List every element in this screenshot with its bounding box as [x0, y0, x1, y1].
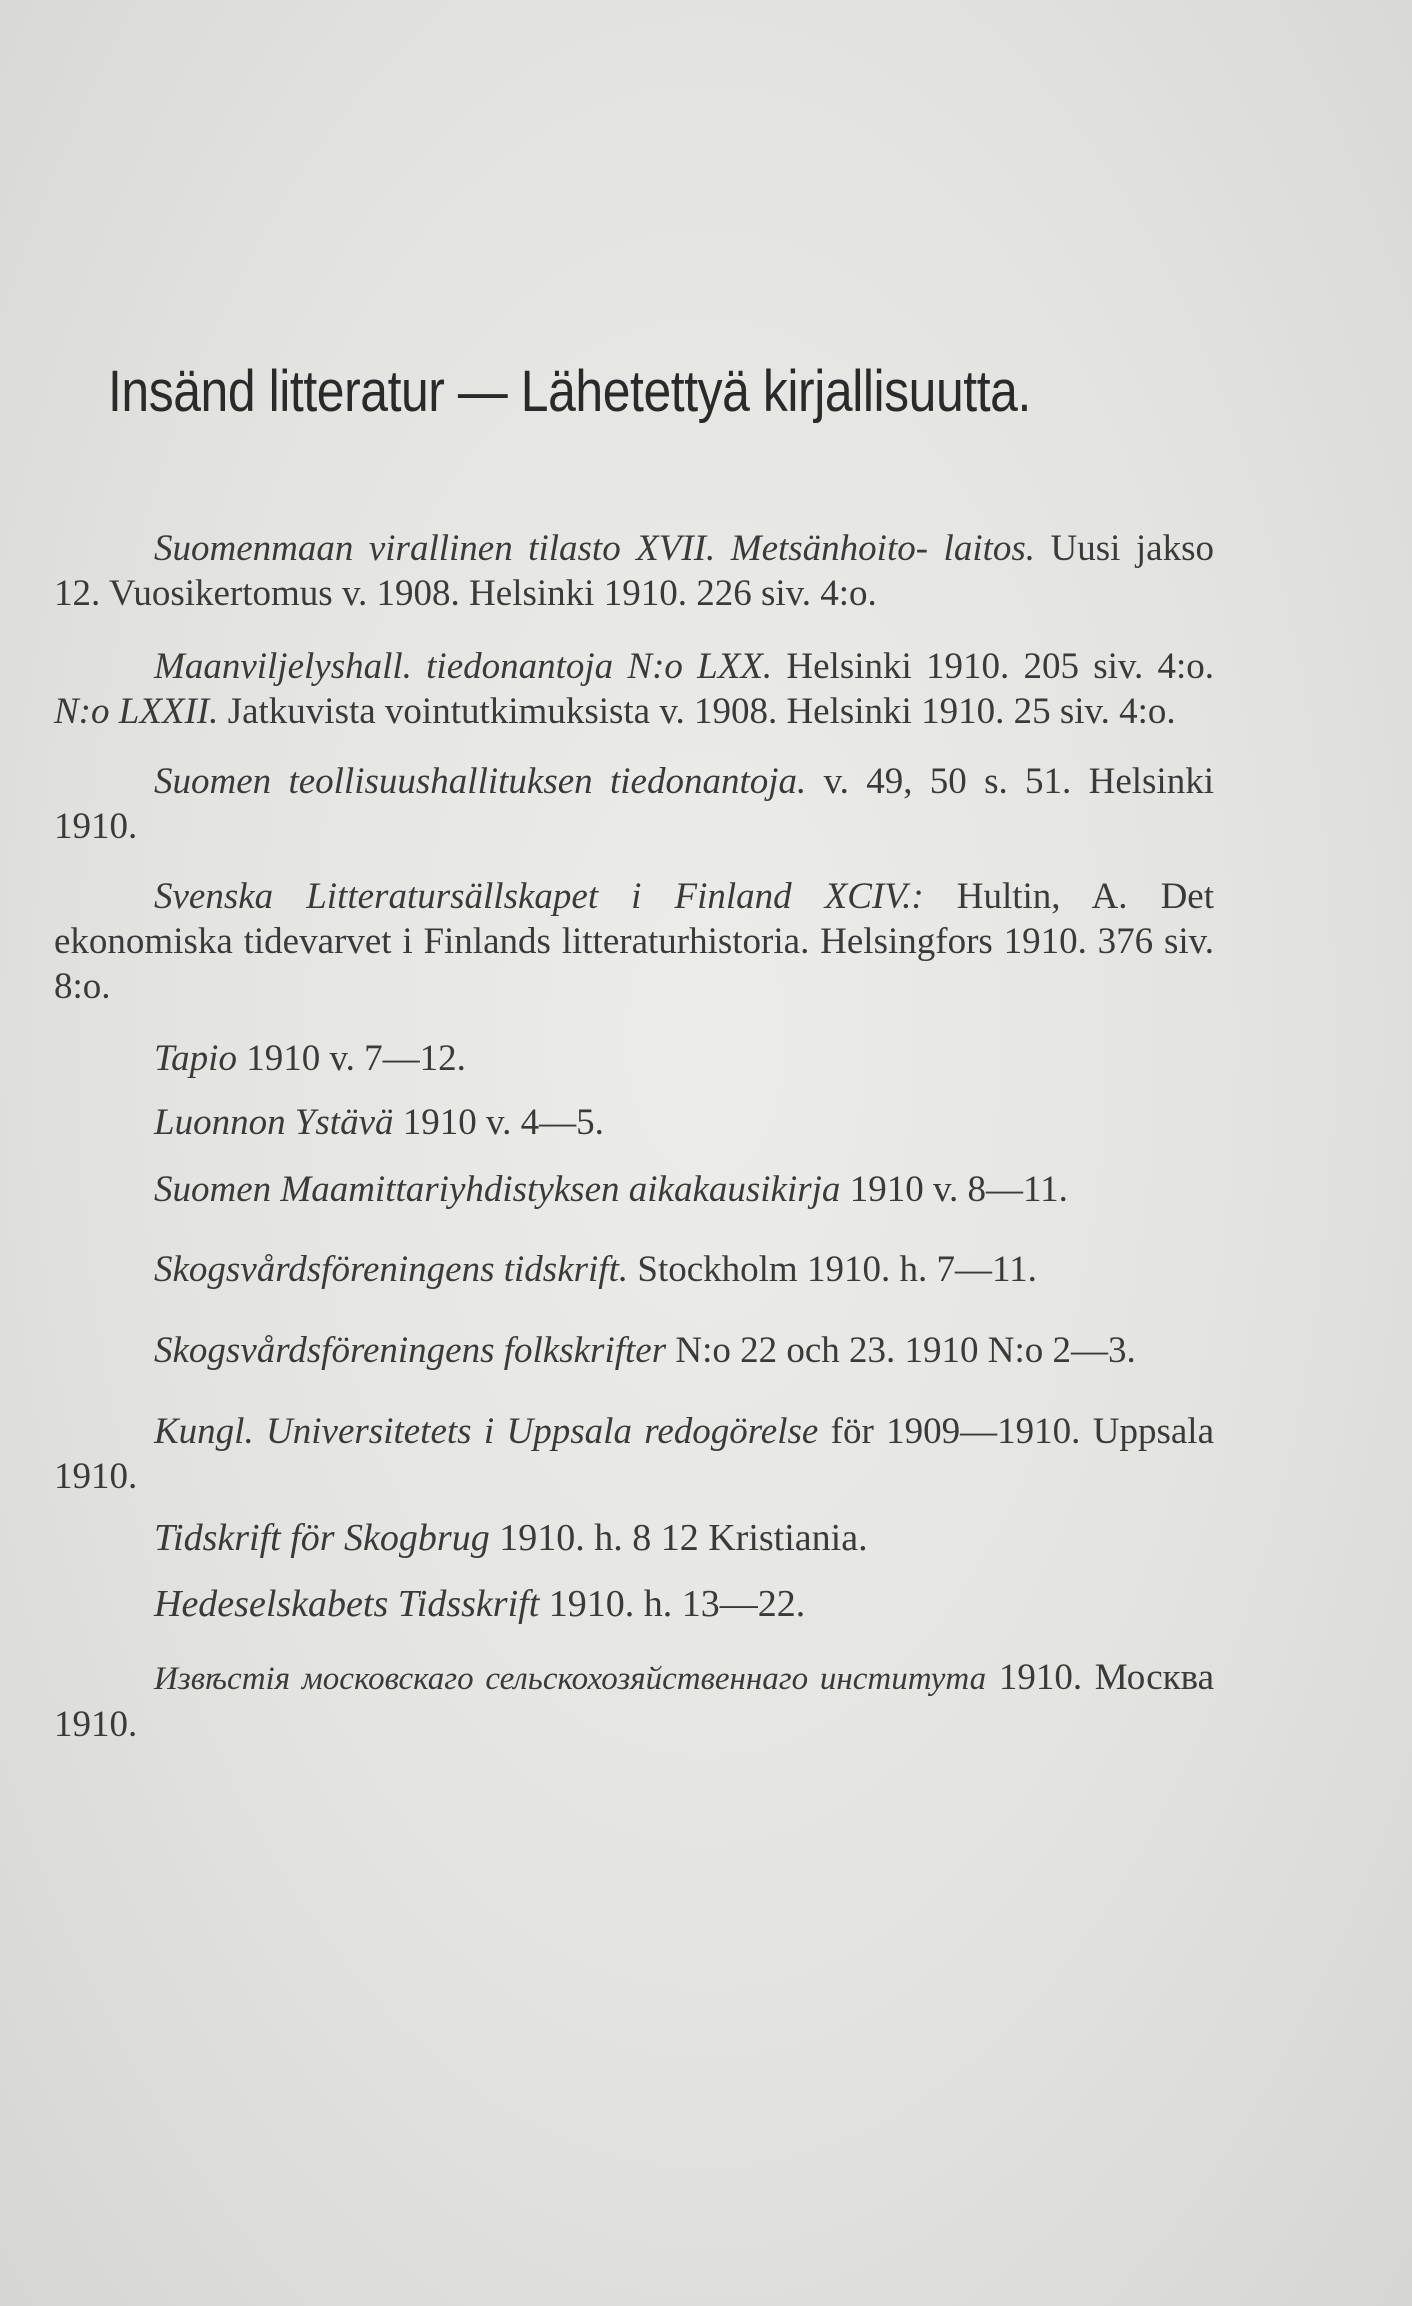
list-item	[54, 526, 1214, 616]
list-item	[54, 1655, 1214, 1747]
entry-details: Stockholm 1910. h. 7—11.	[628, 1249, 1037, 1290]
entry-title: Maanviljelyshall. tiedonantoja N:o LXX.	[154, 646, 773, 687]
entry-details: 1910 v. 8—11.	[840, 1169, 1068, 1210]
entry-title: Hedeselskabets Tidsskrift	[154, 1583, 540, 1625]
page-heading: Insänd litteratur — Lähetettyä kirjallisuutta.	[108, 359, 1031, 424]
entry-details: v. 49, 50 s. 51. Helsinki 1910.	[54, 761, 1214, 847]
entry-details: Hultin, A. Det ekonomiska tidevarvet i Finlands litteraturhistoria. Helsingfors 1910. 376 siv. 8:o.	[54, 876, 1214, 1007]
entry-details: 1910. h. 8 12 Kristiania.	[489, 1517, 868, 1559]
entry-details: Helsinki 1910. 205 siv. 4:o.	[772, 646, 1214, 687]
entry-details: 1910 v. 4—5.	[393, 1102, 604, 1143]
entry-details: 1910. Москва 1910.	[54, 1657, 1215, 1745]
list-item	[54, 1582, 1214, 1627]
list-item	[54, 1036, 1214, 1081]
entry-subtitle: N:o LXXII.	[54, 691, 219, 732]
entry-title: Tidskrift för Skogbrug	[154, 1517, 490, 1559]
list-item	[54, 1247, 1214, 1292]
entry-details-2: Jatkuvista vointutkimuksista v. 1908. Helsinki 1910. 25 siv. 4:o.	[218, 691, 1176, 732]
literature-list	[54, 526, 1214, 1747]
list-item	[54, 1328, 1214, 1373]
list-item	[54, 644, 1214, 734]
entry-details: Uusi jakso 12. Vuosikertomus v. 1908. Helsinki 1910. 226 siv. 4:o.	[54, 528, 1214, 614]
entry-title: Tapio	[154, 1038, 237, 1079]
entry-details: 1910 v. 7—12.	[236, 1038, 466, 1079]
list-item	[54, 1516, 1214, 1561]
entry-title: Skogsvårdsföreningens tidskrift.	[154, 1249, 629, 1290]
entry-title: Kungl. Universitetets i Uppsala redogörelse	[154, 1411, 819, 1452]
entry-details: N:o 22 och 23. 1910 N:o 2—3.	[666, 1330, 1136, 1371]
entry-title: Извѣстія московскаго сельскохозяйственнаго института	[154, 1661, 987, 1697]
entry-title: Skogsvårdsföreningens folkskrifter	[154, 1330, 667, 1371]
entry-title: Svenska Litteratursällskapet i Finland XCIV.:	[154, 876, 924, 917]
entry-title: Luonnon Ystävä	[154, 1102, 394, 1143]
list-item	[54, 874, 1214, 1009]
entry-title: Suomen teollisuushallituksen tiedonantoja.	[154, 761, 807, 802]
entry-title: Suomen Maamittariyhdistyksen aikakausikirja	[154, 1169, 841, 1210]
entry-details: 1910. h. 13—22.	[539, 1583, 806, 1625]
list-item	[54, 1409, 1214, 1499]
list-item	[54, 1167, 1214, 1212]
list-item	[54, 1100, 1214, 1145]
list-item	[54, 759, 1214, 849]
entry-title: Suomenmaan virallinen tilasto XVII. Metsänhoito- laitos.	[154, 528, 1036, 569]
entry-details: för 1909—1910. Uppsala 1910.	[54, 1411, 1215, 1497]
